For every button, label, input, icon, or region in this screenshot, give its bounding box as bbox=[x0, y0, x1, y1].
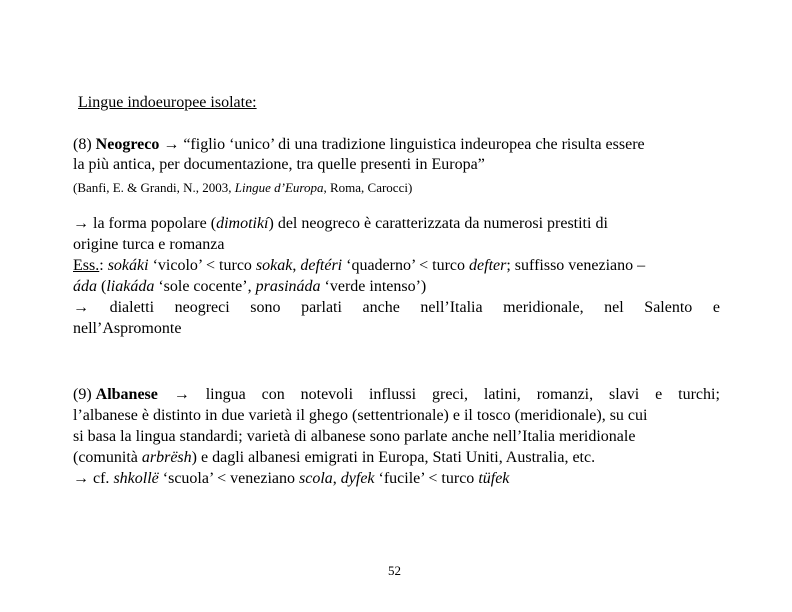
citation-authors: (Banfi, E. & Grandi, N., 2003, bbox=[73, 180, 235, 195]
word: romanzi, bbox=[536, 386, 594, 403]
example-word: sokáki bbox=[107, 257, 149, 274]
item-9-line-1 bbox=[73, 384, 720, 405]
item-8-line-1 bbox=[73, 134, 645, 155]
citation-publisher: , Roma, Carocci) bbox=[323, 180, 413, 195]
example-word: áda bbox=[73, 278, 97, 295]
example-word: sokak bbox=[255, 257, 293, 274]
word: parlati bbox=[301, 299, 342, 316]
examples-label: Ess. bbox=[73, 257, 100, 274]
example-word: scola bbox=[298, 470, 333, 487]
item-8-text: → “figlio ‘unico’ di una tradizione linguistica indeuropea che risulta essere bbox=[159, 136, 645, 153]
item-9-number: (9) bbox=[73, 386, 96, 403]
item-9-line-5 bbox=[73, 468, 509, 489]
word: neogreci bbox=[174, 299, 230, 316]
text-span: , bbox=[332, 470, 341, 487]
term-dimotiki: dimotikí bbox=[216, 215, 269, 232]
word: e bbox=[712, 299, 720, 316]
word: con bbox=[261, 386, 285, 403]
paragraph-line-2: origine turca e romanza bbox=[73, 236, 225, 253]
gloss: ‘quaderno’ < turco bbox=[342, 257, 470, 274]
item-9-line-3: si basa la lingua standardi; varietà di albanese sono parlate anche nell’Italia meridionale bbox=[73, 428, 636, 445]
citation-title: Lingue d’Europa bbox=[234, 180, 324, 195]
paragraph-line-3 bbox=[73, 255, 645, 276]
item-9-term: Albanese bbox=[95, 386, 158, 403]
item-9-lead bbox=[73, 384, 158, 405]
text-span: : bbox=[99, 257, 108, 274]
paragraph-line-6: nell’Aspromonte bbox=[73, 320, 182, 337]
text-span: , bbox=[292, 257, 301, 274]
item-8-term: Neogreco bbox=[95, 136, 160, 153]
term-arbresh: arbrësh bbox=[141, 449, 192, 466]
item-8-line-2: la più antica, per documentazione, tra quelle presenti in Europa” bbox=[73, 156, 485, 173]
example-word: defter bbox=[469, 257, 507, 274]
text-span: → la forma popolare ( bbox=[73, 215, 217, 232]
word: influssi bbox=[368, 386, 417, 403]
example-word: deftéri bbox=[300, 257, 343, 274]
paragraph-line-1 bbox=[73, 213, 608, 234]
word: nell’Italia bbox=[420, 299, 483, 316]
word: dialetti bbox=[109, 299, 155, 316]
example-word: shkollë bbox=[113, 470, 159, 487]
paragraph-line-5 bbox=[73, 297, 720, 318]
word: nel bbox=[604, 299, 624, 316]
word: Salento bbox=[644, 299, 693, 316]
item-9-line-4 bbox=[73, 447, 595, 468]
gloss: ‘vicolo’ < turco bbox=[148, 257, 256, 274]
word: meridionale, bbox=[503, 299, 584, 316]
word: notevoli bbox=[300, 386, 354, 403]
word: e bbox=[655, 386, 663, 403]
gloss: ‘fucile’ < turco bbox=[374, 470, 479, 487]
word: turchi; bbox=[678, 386, 720, 403]
word: latini, bbox=[483, 386, 521, 403]
section-heading: Lingue indoeuropee isolate: bbox=[78, 94, 257, 111]
word: → bbox=[73, 299, 89, 316]
example-word: liakáda bbox=[106, 278, 155, 295]
page-number: 52 bbox=[388, 563, 401, 578]
gloss: ; suffisso veneziano – bbox=[506, 257, 646, 274]
word: sono bbox=[250, 299, 281, 316]
gloss: ‘scuola’ < veneziano bbox=[158, 470, 299, 487]
word: anche bbox=[362, 299, 400, 316]
gloss: ‘verde intenso’) bbox=[320, 278, 427, 295]
word: → bbox=[173, 386, 190, 403]
example-word: tüfek bbox=[478, 470, 510, 487]
text-span: ) e dagli albanesi emigrati in Europa, Stati Uniti, Australia, etc. bbox=[191, 449, 596, 466]
example-word: prasináda bbox=[255, 278, 321, 295]
example-word: dyfek bbox=[340, 470, 375, 487]
item-8-number: (8) bbox=[73, 136, 96, 153]
word: greci, bbox=[432, 386, 468, 403]
text-span: ) del neogreco è caratterizzata da numerosi prestiti di bbox=[268, 215, 608, 232]
word: lingua bbox=[205, 386, 246, 403]
paragraph-line-4 bbox=[73, 276, 426, 297]
word: slavi bbox=[609, 386, 640, 403]
text-span: (comunità bbox=[73, 449, 142, 466]
gloss: ‘sole cocente’, bbox=[154, 278, 256, 295]
text-span: → cf. bbox=[73, 470, 114, 487]
text-span: ( bbox=[97, 278, 107, 295]
citation bbox=[73, 179, 412, 196]
item-9-line-2: l’albanese è distinto in due varietà il ghego (settentrionale) e il tosco (meridionale), su cui bbox=[73, 407, 648, 424]
